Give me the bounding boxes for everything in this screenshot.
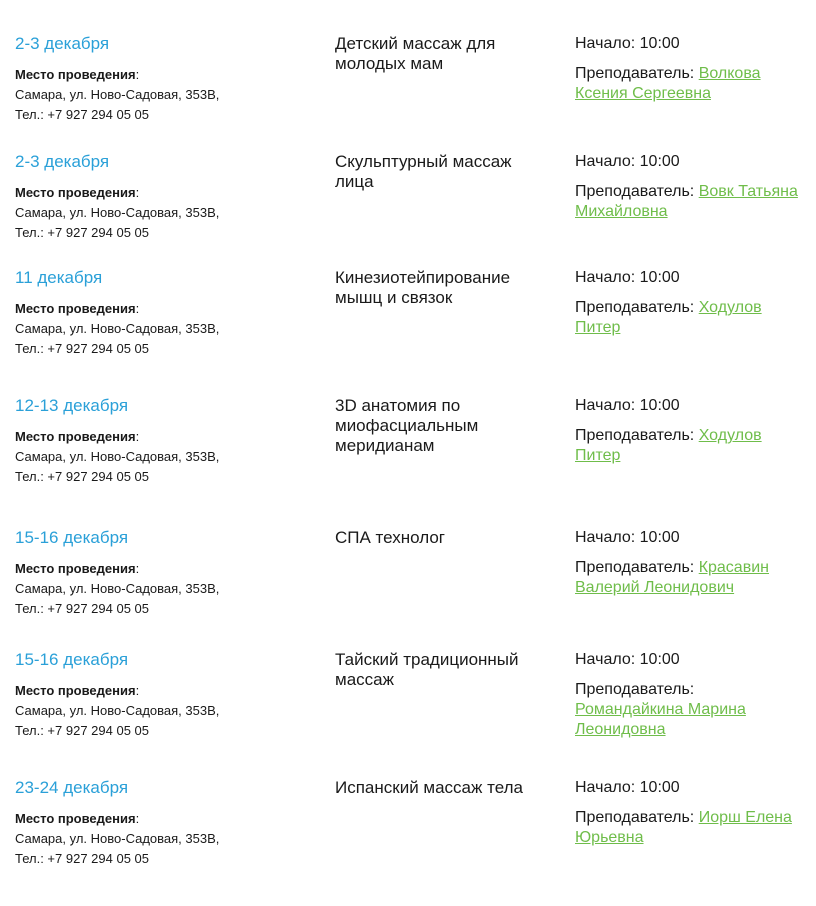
event-teacher (575, 680, 805, 740)
event-start-time: Начало: 10:00 (575, 397, 680, 414)
teacher-label: Преподаватель: (575, 299, 699, 316)
teacher-link[interactable]: Вовк Татьяна Михайловна (575, 183, 798, 220)
event-venue (15, 681, 315, 741)
teacher-label: Преподаватель: (575, 183, 699, 200)
venue-colon: : (135, 429, 140, 444)
venue-colon: : (135, 301, 140, 316)
venue-colon: : (135, 185, 140, 200)
teacher-link[interactable]: Красавин Валерий Леонидович (575, 559, 769, 596)
event-info (575, 34, 805, 104)
venue-label: Место проведения (15, 561, 136, 576)
event-teacher (575, 558, 805, 598)
event-title: Детский массаж для молодых мам (335, 34, 496, 73)
event-info (575, 152, 805, 222)
event-title: 3D анатомия по миофасциальным меридианам (335, 396, 479, 455)
venue-phone: Тел.: +7 927 294 05 05 (15, 723, 149, 738)
venue-address: Самара, ул. Ново-Садовая, 353В, (15, 831, 220, 846)
venue-label: Место проведения (15, 301, 136, 316)
event-date[interactable]: 15-16 декабря (15, 650, 129, 669)
event-date[interactable]: 11 декабря (15, 268, 103, 287)
event-date[interactable]: 15-16 декабря (15, 528, 129, 547)
event-start-time: Начало: 10:00 (575, 269, 680, 286)
event-date-column (15, 650, 315, 741)
venue-colon: : (135, 67, 140, 82)
event-date[interactable]: 12-13 декабря (15, 396, 129, 415)
event-date-column (15, 528, 315, 619)
venue-label: Место проведения (15, 683, 136, 698)
venue-label: Место проведения (15, 67, 136, 82)
event-title: Испанский массаж тела (335, 778, 523, 797)
event-teacher (575, 182, 805, 222)
event-date[interactable]: 2-3 декабря (15, 34, 110, 53)
event-start-time: Начало: 10:00 (575, 153, 680, 170)
venue-label: Место проведения (15, 429, 136, 444)
event-info (575, 528, 805, 598)
venue-phone: Тел.: +7 927 294 05 05 (15, 469, 149, 484)
teacher-link[interactable]: Ходулов Питер (575, 299, 762, 336)
event-venue (15, 559, 315, 619)
venue-address: Самара, ул. Ново-Садовая, 353В, (15, 581, 220, 596)
event-date-column (15, 396, 315, 487)
event-venue (15, 427, 315, 487)
event-date-column (15, 778, 315, 869)
event-start-time: Начало: 10:00 (575, 651, 680, 668)
venue-phone: Тел.: +7 927 294 05 05 (15, 341, 149, 356)
event-start-time: Начало: 10:00 (575, 779, 680, 796)
venue-label: Место проведения (15, 185, 136, 200)
teacher-label: Преподаватель: (575, 681, 695, 698)
venue-colon: : (135, 683, 140, 698)
event-title: Кинезиотейпирование мышц и связок (335, 268, 511, 307)
teacher-label: Преподаватель: (575, 65, 699, 82)
event-teacher (575, 808, 805, 848)
event-start-time: Начало: 10:00 (575, 35, 680, 52)
event-teacher (575, 426, 805, 466)
event-date-column (15, 152, 315, 243)
event-title: Скульптурный массаж лица (335, 152, 512, 191)
venue-phone: Тел.: +7 927 294 05 05 (15, 107, 149, 122)
teacher-label: Преподаватель: (575, 809, 699, 826)
teacher-label: Преподаватель: (575, 427, 699, 444)
teacher-link[interactable]: Иорш Елена Юрьевна (575, 809, 792, 846)
event-venue (15, 809, 315, 869)
event-info (575, 268, 805, 338)
event-venue (15, 183, 315, 243)
event-title: Тайский традиционный массаж (335, 650, 519, 689)
event-title: СПА технолог (335, 528, 445, 547)
venue-phone: Тел.: +7 927 294 05 05 (15, 601, 149, 616)
event-teacher (575, 64, 805, 104)
event-venue (15, 65, 315, 125)
event-info (575, 778, 805, 848)
teacher-link[interactable]: Романдайкина Марина Леонидовна (575, 701, 746, 738)
teacher-link[interactable]: Волкова Ксения Сергеевна (575, 65, 761, 102)
event-date[interactable]: 23-24 декабря (15, 778, 129, 797)
venue-phone: Тел.: +7 927 294 05 05 (15, 225, 149, 240)
venue-colon: : (135, 811, 140, 826)
event-teacher (575, 298, 805, 338)
event-info (575, 650, 805, 740)
event-date-column (15, 268, 315, 359)
venue-address: Самара, ул. Ново-Садовая, 353В, (15, 87, 220, 102)
teacher-label: Преподаватель: (575, 559, 699, 576)
event-start-time: Начало: 10:00 (575, 529, 680, 546)
venue-address: Самара, ул. Ново-Садовая, 353В, (15, 321, 220, 336)
venue-address: Самара, ул. Ново-Садовая, 353В, (15, 703, 220, 718)
venue-phone: Тел.: +7 927 294 05 05 (15, 851, 149, 866)
venue-address: Самара, ул. Ново-Садовая, 353В, (15, 205, 220, 220)
teacher-link[interactable]: Ходулов Питер (575, 427, 762, 464)
event-info (575, 396, 805, 466)
venue-address: Самара, ул. Ново-Садовая, 353В, (15, 449, 220, 464)
event-date[interactable]: 2-3 декабря (15, 152, 110, 171)
venue-label: Место проведения (15, 811, 136, 826)
event-venue (15, 299, 315, 359)
event-date-column (15, 34, 315, 125)
venue-colon: : (135, 561, 140, 576)
